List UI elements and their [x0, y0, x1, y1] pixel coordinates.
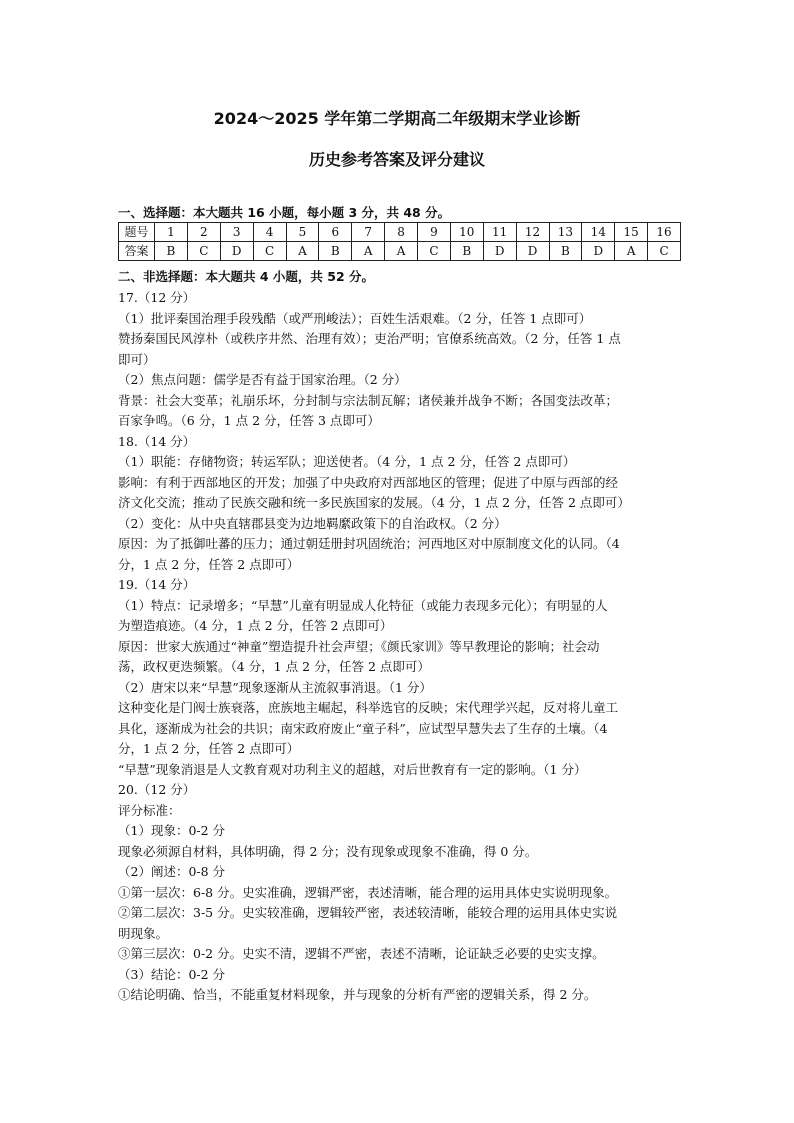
q20-heading: 20.（12 分） — [118, 782, 196, 797]
answer-cell: B — [319, 242, 352, 261]
text-line: 具化，逐渐成为社会的共识；南宋政府废止“童子科”，应试型早慧失去了生存的土壤。（4 — [118, 720, 608, 736]
document-title: 2024～2025 学年第二学期高二年级期末学业诊断 — [213, 109, 581, 128]
answer-table — [118, 222, 681, 261]
answer-cell: D — [582, 242, 615, 261]
text-line: （1）职能：存储物资；转运军队；迎送使者。（4 分，1 点 2 分，任答 2 点即可） — [118, 454, 576, 469]
text-line: 济文化交流；推动了民族交融和统一多民族国家的发展。（4 分，1 点 2 分，任答 2 点即可） — [118, 495, 630, 510]
answer-cell: D — [516, 242, 549, 261]
question-row-label: 题号 — [119, 223, 155, 242]
text-line: ②第二层次：3-5 分。史实较准确，逻辑较严密，表述较清晰，能较合理的运用具体史实说 — [118, 905, 618, 920]
text-line: 这种变化是门阀士族衰落，庶族地主崛起，科举选官的反映；宋代理学兴起，反对将儿童工 — [118, 700, 619, 715]
text-line: 分，1 点 2 分，任答 2 点即可） — [118, 741, 300, 756]
text-line: ③第三层次：0-2 分。史实不清，逻辑不严密，表述不清晰，论证缺乏必要的史实支撑。 — [118, 946, 605, 961]
text-line: 原因：为了抵御吐蕃的压力；通过朝廷册封巩固统治；河西地区对中原制度文化的认同。（4 — [118, 536, 620, 551]
answer-cell: D — [483, 242, 516, 261]
text-line: 评分标准： — [118, 802, 181, 818]
answer-cell: A — [615, 242, 648, 261]
answer-cell: C — [648, 242, 681, 261]
question-number: 13 — [549, 223, 582, 242]
text-line: （1）特点：记录增多；“早慧”儿童有明显成人化特征（或能力表现多元化）；有明显的人 — [118, 597, 608, 613]
text-line: “早慧”现象消退是人文教育观对功利主义的超越，对后世教育有一定的影响。（1 分） — [118, 761, 587, 777]
text-line: 为塑造痕迹。（4 分，1 点 2 分，任答 2 点即可） — [118, 618, 393, 633]
answer-cell: A — [286, 242, 319, 261]
question-number: 3 — [220, 223, 253, 242]
question-number: 2 — [187, 223, 220, 242]
answer-row-label: 答案 — [119, 242, 155, 261]
answer-cell: C — [253, 242, 286, 261]
question-number: 15 — [615, 223, 648, 242]
q18-heading: 18.（14 分） — [118, 433, 196, 449]
answer-cell: A — [352, 242, 385, 261]
question-number: 10 — [450, 223, 483, 242]
answer-cell: D — [220, 242, 253, 261]
text-line: 赞扬秦国民风淳朴（或秩序井然、治理有效）；吏治严明；官僚系统高效。（2 分，任答 1 点 — [118, 331, 621, 346]
text-line: 背景：社会大变革；礼崩乐坏，分封制与宗法制瓦解；诸侯兼并战争不断；各国变法改革； — [118, 392, 619, 408]
question-number: 1 — [155, 223, 188, 242]
text-line: ①第一层次：6-8 分。史实准确，逻辑严密，表述清晰，能合理的运用具体史实说明现象。 — [118, 884, 618, 900]
text-line: 荡，政权更迭频繁。（4 分，1 点 2 分，任答 2 点即可） — [118, 659, 430, 674]
answer-cell: C — [418, 242, 451, 261]
text-line: （2）阐述：0-8 分 — [118, 864, 226, 879]
answer-cell: B — [155, 242, 188, 261]
text-line: （2）唐宋以来“早慧”现象逐渐从主流叙事消退。（1 分） — [118, 679, 432, 695]
text-line: （2）焦点问题：儒学是否有益于国家治理。（2 分） — [118, 372, 407, 387]
q19-heading: 19.（14 分） — [118, 577, 196, 592]
section-2-heading: 二、非选择题：本大题共 4 小题，共 52 分。 — [118, 269, 375, 284]
answer-cell: B — [549, 242, 582, 261]
answer-cell: B — [450, 242, 483, 261]
text-line: 原因：世家大族通过“神童”塑造提升社会声望；《颜氏家训》等早教理论的影响；社会动 — [118, 638, 600, 654]
text-line: 百家争鸣。（6 分，1 点 2 分，任答 3 点即可） — [118, 413, 380, 428]
text-line: 即可） — [118, 351, 156, 367]
question-number: 4 — [253, 223, 286, 242]
document-subtitle: 历史参考答案及评分建议 — [308, 150, 485, 169]
question-number: 6 — [319, 223, 352, 242]
question-number: 8 — [385, 223, 418, 242]
text-line: （3）结论：0-2 分 — [118, 966, 226, 982]
text-line: （2）变化：从中央直辖郡县变为边地羁縻政策下的自治政权。（2 分） — [118, 515, 507, 531]
answer-body — [118, 288, 684, 1006]
question-number: 9 — [418, 223, 451, 242]
question-number: 14 — [582, 223, 615, 242]
text-line: 分，1 点 2 分，任答 2 点即可） — [118, 556, 300, 572]
question-number: 11 — [483, 223, 516, 242]
text-line: 明现象。 — [118, 925, 169, 941]
question-number: 16 — [648, 223, 681, 242]
q17-heading: 17.（12 分） — [118, 290, 196, 305]
text-line: ①结论明确、恰当，不能重复材料现象，并与现象的分析有严密的逻辑关系，得 2 分。 — [118, 987, 597, 1002]
answer-cell: A — [385, 242, 418, 261]
question-number: 7 — [352, 223, 385, 242]
text-line: 影响：有利于西部地区的开发；加强了中央政府对西部地区的管理；促进了中原与西部的经 — [118, 474, 619, 490]
question-number: 5 — [286, 223, 319, 242]
answer-row — [119, 242, 681, 261]
text-line: 现象必须源自材料，具体明确，得 2 分；没有现象或现象不准确，得 0 分。 — [118, 843, 538, 859]
question-number: 12 — [516, 223, 549, 242]
section-1-heading: 一、选择题：本大题共 16 小题，每小题 3 分，共 48 分。 — [118, 205, 451, 220]
text-line: （1）批评秦国治理手段残酷（或严刑峻法）；百姓生活艰难。（2 分，任答 1 点即可） — [118, 310, 592, 326]
answer-cell: C — [187, 242, 220, 261]
text-line: （1）现象：0-2 分 — [118, 823, 226, 838]
question-number-row — [119, 223, 681, 242]
